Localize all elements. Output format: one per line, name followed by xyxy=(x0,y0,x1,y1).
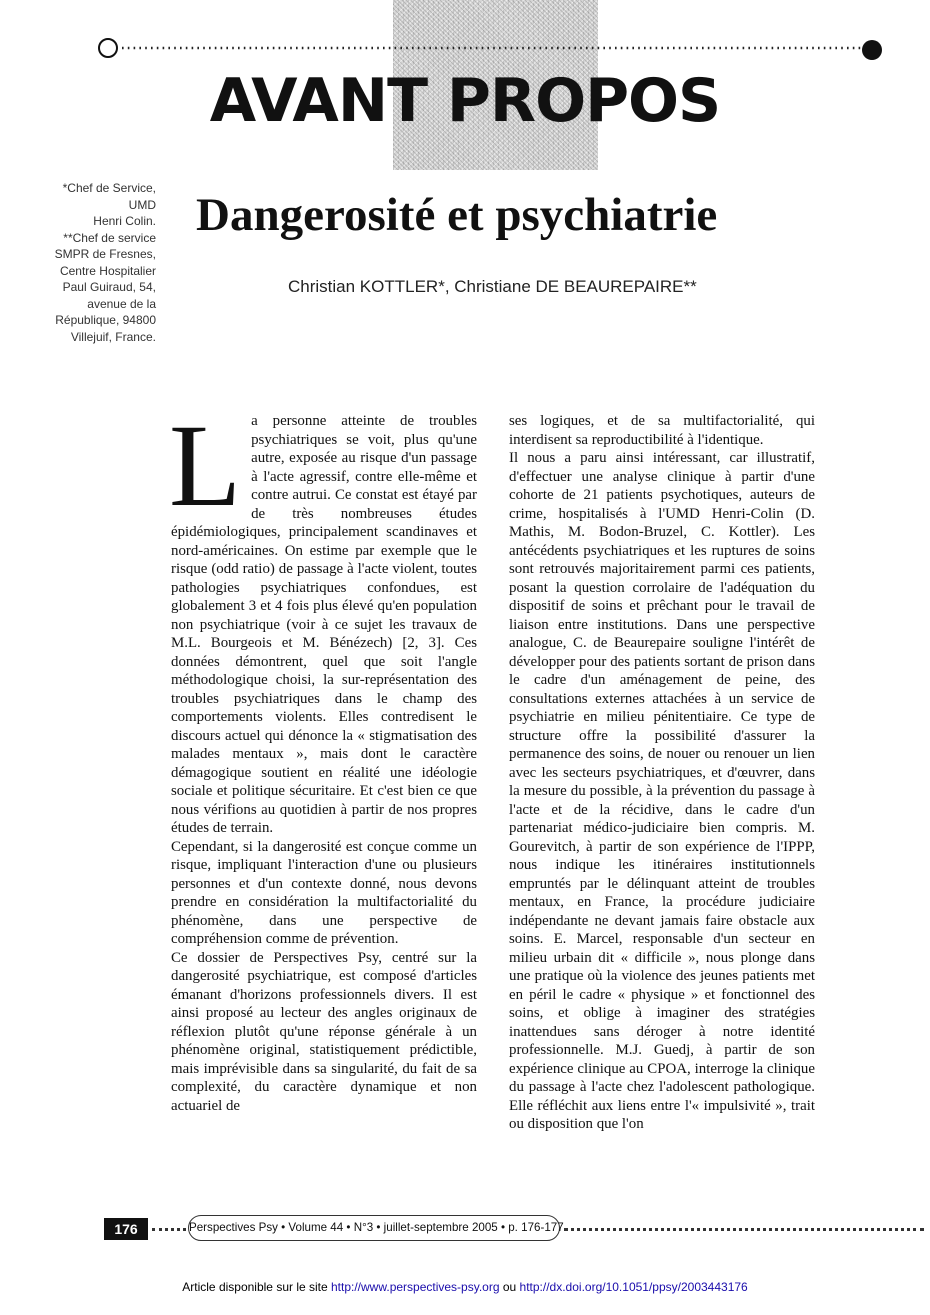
paragraph: ses logiques, et de sa multifactorialité, qui interdisent sa reproductibilité à l'identique. xyxy=(509,413,815,448)
page-number: 176 xyxy=(104,1218,148,1240)
affiliation-line: Centre Hospitalier xyxy=(59,263,156,278)
affiliation-line: UMD xyxy=(128,197,156,212)
affiliation-line: avenue de la xyxy=(87,296,156,311)
affiliation-line: Villejuif, France. xyxy=(70,329,156,344)
paragraph: Ce dossier de Perspectives Psy, centré sur la dangerosité psychiatrique, est composé d'articles émanant d'horizons professionnels divers. Il est ainsi proposé au lecteur des angles originaux de réflexion plutôt qu'une réponse générale à un phénomène original, statistiquement prédictible, mais imprévisible dans sa singularité, du fait de sa complexité, du caractère dynamique et non actuariel de xyxy=(171,949,477,1114)
affiliation-line: Paul Guiraud, 54, xyxy=(62,280,156,294)
availability-middle: ou xyxy=(499,1280,520,1294)
journal-citation: Perspectives Psy • Volume 44 • N°3 • juillet-septembre 2005 • p. 176-177 xyxy=(188,1215,560,1241)
affiliation-line: République, 94800 xyxy=(55,313,156,327)
open-circle-icon xyxy=(99,39,117,57)
doi-link[interactable]: http://dx.doi.org/10.1051/ppsy/2003443176 xyxy=(519,1280,748,1294)
drop-cap: L xyxy=(169,400,242,531)
affiliation-line: SMPR de Fresnes, xyxy=(54,247,156,261)
availability-prefix: Article disponible sur le site xyxy=(182,1280,331,1294)
page-footer xyxy=(104,1213,930,1247)
footer-dotted-rule xyxy=(564,1228,924,1231)
author-affiliations xyxy=(10,180,156,345)
affiliation-line: *Chef de Service, xyxy=(62,181,156,195)
section-title: AVANT PROPOS xyxy=(209,66,721,136)
affiliation-line: **Chef de service xyxy=(63,230,156,245)
affiliation-line: Henri Colin. xyxy=(93,214,156,228)
text-column-right xyxy=(509,412,815,1134)
paper-title: Dangerosité et psychiatrie xyxy=(196,189,718,241)
footer-dotted-rule xyxy=(152,1228,186,1231)
text-column-left xyxy=(169,400,477,1115)
top-dotted-rule xyxy=(96,36,886,66)
filled-circle-icon xyxy=(862,40,882,60)
paragraph: Il nous a paru ainsi intéressant, car illustratif, d'effectuer une analyse clinique à partir d'une cohorte de 21 patients psychotiques, auteurs de crime, hospitalisés à l'UMD Henri-Colin (D. Mathis, M. Bodon-Bruzel, C. Kottler). Les antécédents psychiatriques et les ruptures de soins sont retrouvés majoritairement parmi ces patients, posant la question corrolaire de l'adéquation du dispositif de soins et prêchant pour le travail de liaison entre institutions. Dans une perspective analogue, C. de Beaurepaire souligne l'intérêt de développer pour des patients sortant de prison dans le cadre d'un aménagement de peine, des consultations externes attachées à un service de psychiatrie en milieu pénitentiaire. Ce type de structure offre la possibilité d'assurer la permanence des soins, de nouer ou renouer un lien avec les secteurs psychiatriques, et d'œuvrer, dans la mesure du possible, à la prévention du passage à l'acte et de la récidive, dans le cadre d'un partenariat médico-judiciaire bien compris. M. Gourevitch, à partir de son expérience de l'IPPP, nous indique les itinéraires institutionnels empruntés par le délinquant atteint de troubles mentaux, en France, la procédure judiciaire indépendante ne devant jamais faire obstacle aux soins. E. Marcel, responsable d'un secteur en milieu urbain dit « difficile », nous plonge dans une pratique où la violence des jeunes patients met en péril le cadre « physique » et fonctionnel des soins, et oblige à imaginer des stratégies inattendues sans déroger à notre identité professionnelle. M.J. Guedj, à partir de son expérience clinique au CPOA, interroge la clinique du passage à l'acte chez l'adolescent pathologique. Elle réfléchit aux liens entre l'« impulsivité », trait ou disposition que l'on xyxy=(509,450,815,1132)
availability-note xyxy=(0,1280,930,1294)
paragraph: Cependant, si la dangerosité est conçue comme un risque, impliquant l'interaction d'une ou plusieurs personnes et d'un contexte donné, nous devons prendre en considération la multifactorialité du phénomène, dans une perspective de compréhension comme de prévention. xyxy=(171,838,477,947)
authors: Christian KOTTLER*, Christiane DE BEAUREPAIRE** xyxy=(288,277,697,296)
journal-site-link[interactable]: http://www.perspectives-psy.org xyxy=(331,1280,500,1294)
paragraph: a personne atteinte de troubles psychiatriques se voit, plus qu'une autre, exposée au risque d'un passage à l'acte agressif, contre elle-même et contre autrui. Ce constat est étayé par de très nombreuses études épidémiologiques, principalement scandinaves et nord-américaines. On estime par exemple que le risque (odd ratio) de passage à l'acte violent, toutes pathologies psychiatriques confondues, est globalement 3 et 4 fois plus élevé qu'en population non psychiatrique (voir à ce sujet les travaux de M.L. Bourgeois et M. Bénézech) [2, 3]. Ces données démontrent, quel que soit l'angle méthodologique choisi, la sur-représentation des troubles psychiatriques dans le champ des comportements violents. Elles contredisent le discours actuel qui dénonce la « stigmatisation des malades mentaux », mais dont le caractère démagogique soutient en réalité une idéologie sociale et politique sécuritaire. Et c'est bien ce que nous vérifions au quotidien à partir de nos propres études de terrain. xyxy=(171,413,477,836)
